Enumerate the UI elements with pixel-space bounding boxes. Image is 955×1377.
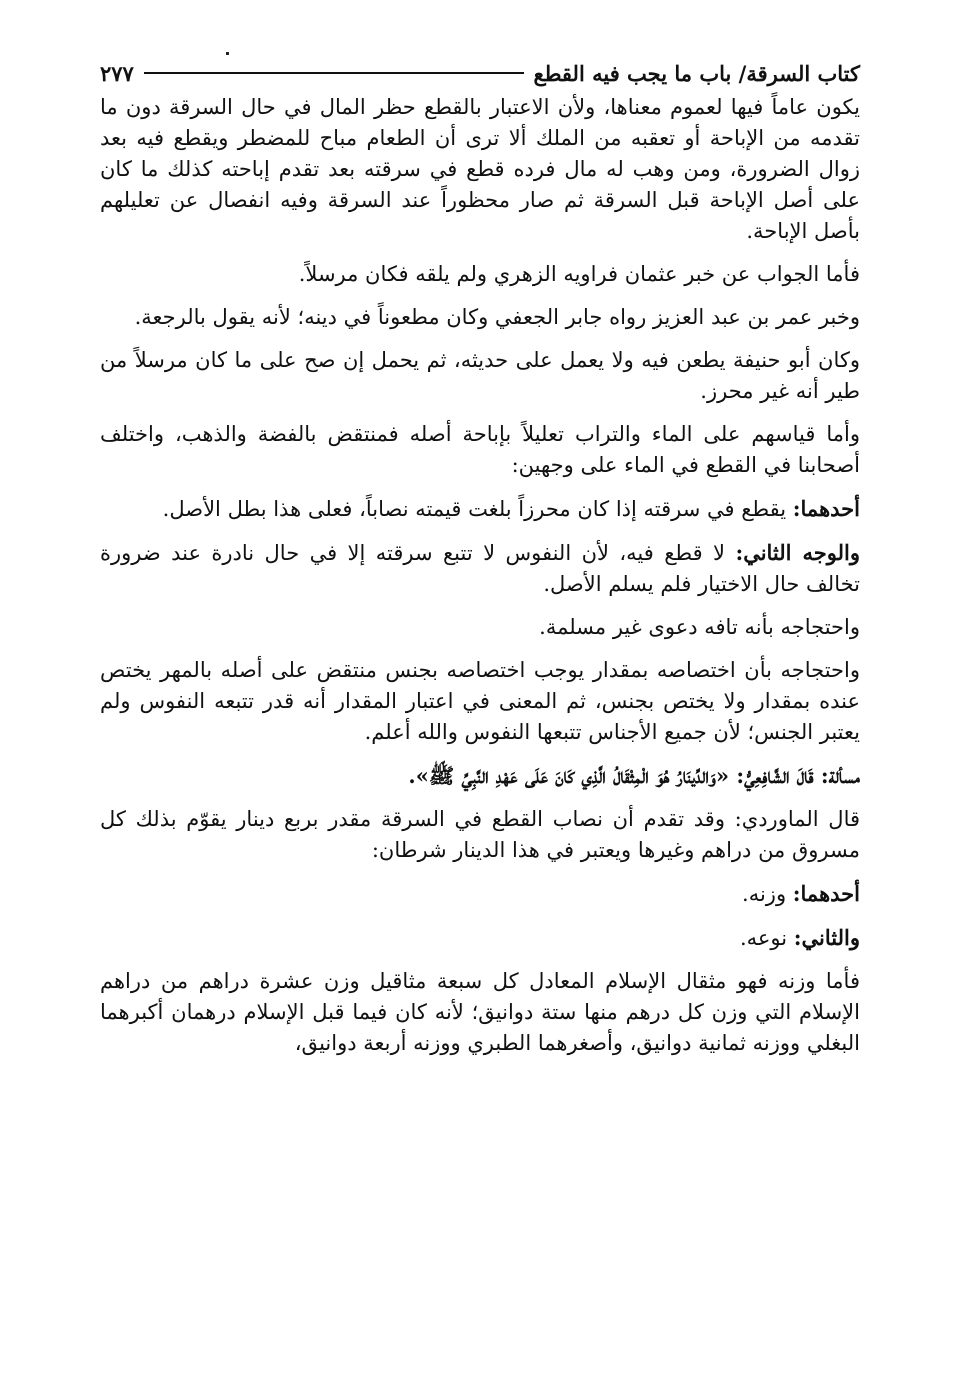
paragraph-lead: والثاني: bbox=[793, 925, 860, 950]
paragraph-5 bbox=[100, 419, 860, 481]
top-mark bbox=[226, 52, 229, 55]
paragraph-text: يقطع في سرقته إذا كان محرزاً بلغت قيمته نصاباً، فعلى هذا بطل الأصل. bbox=[162, 497, 793, 521]
paragraph-text: قال الماوردي: وقد تقدم أن نصاب القطع في السرقة مقدر بربع دينار يقوّم بذلك كل مسروق من دراهم وغيرها ويعتبر في هذا الدينار شرطان: bbox=[100, 807, 860, 862]
page-number: ٢٧٧ bbox=[100, 60, 134, 86]
paragraph-text: وكان أبو حنيفة يطعن فيه ولا يعمل على حديثه، ثم يحمل إن صح على ما كان مرسلاً من طير أنه غير محرز. bbox=[100, 348, 860, 403]
paragraph-text: واحتجاجه بأن اختصاصه بمقدار يوجب اختصاصه بجنس منتقض على أصله بالمهر يختص عنده بمقدار ولا يختص بجنس، ثم المعنى في اعتبار المقدار أنه قدر تتبعه النفوس ولم يعتبر الجنس؛ لأن جميع الأجناس تتبعها النفوس والله أعلم. bbox=[100, 658, 860, 744]
paragraph-10 bbox=[100, 760, 860, 792]
paragraph-7 bbox=[100, 537, 860, 600]
paragraph-14 bbox=[100, 966, 860, 1059]
paragraph-lead: والوجه الثاني: bbox=[735, 540, 861, 565]
paragraph-lead: مسألة: قَالَ الشَّافِعِيُّ: bbox=[736, 763, 860, 788]
paragraph-6 bbox=[100, 493, 860, 525]
running-title: كتاب السرقة/ باب ما يجب فيه القطع bbox=[533, 60, 860, 86]
paragraph-text: وزنه. bbox=[742, 882, 793, 906]
paragraph-text: «وَالدِّينَارُ هُوَ الْمِثْقَالُ الَّذِي كَانَ عَلَى عَهْدِ النَّبِيِّ ﷺ». bbox=[408, 763, 737, 788]
document-page bbox=[100, 56, 860, 1071]
paragraph-lead: أحدهما: bbox=[792, 496, 860, 521]
paragraph-text: واحتجاجه بأنه تافه دعوى غير مسلمة. bbox=[539, 615, 860, 639]
paragraph-text: لا قطع فيه، لأن النفوس لا تتبع سرقته إلا في حال نادرة عند ضرورة تخالف حال الاختيار فلم يسلم الأصل. bbox=[100, 541, 860, 596]
paragraph-9 bbox=[100, 655, 860, 748]
paragraph-text: فأما وزنه فهو مثقال الإسلام المعادل كل سبعة مثاقيل وزن عشرة دراهم من دراهم الإسلام التي وزن كل درهم منها ستة دوانيق؛ لأنه كان فيما قبل الإسلام درهمان أكبرهما البغلي ووزنه ثمانية دوانيق، وأصغرهما الطبري ووزنه أربعة دوانيق، bbox=[100, 969, 860, 1055]
paragraph-11 bbox=[100, 804, 860, 866]
paragraph-lead: أحدهما: bbox=[792, 881, 860, 906]
paragraph-4 bbox=[100, 345, 860, 407]
paragraph-text: وأما قياسهم على الماء والتراب تعليلاً بإباحة أصله فمنتقض بالفضة والذهب، واختلف أصحابنا في القطع في الماء على وجهين: bbox=[100, 422, 860, 477]
paragraph-13 bbox=[100, 922, 860, 954]
paragraph-text: يكون عاماً فيها لعموم معناها، ولأن الاعتبار بالقطع حظر المال في حال السرقة دون ما تقدمه من الإباحة أو تعقبه من الملك ألا ترى أن الطعام مباح للمضطر ويقطع فيه بعد زوال الضرورة، ومن وهب له مال فرده قطع في سرقته بعد تقدم إباحته كذلك ما كان على أصل الإباحة قبل السرقة ثم صار محظوراً عند السرقة وفيه انفصال عن تعليلهم بأصل الإباحة. bbox=[100, 95, 860, 243]
paragraph-text: وخبر عمر بن عبد العزيز رواه جابر الجعفي وكان مطعوناً في دينه؛ لأنه يقول بالرجعة. bbox=[134, 305, 860, 329]
paragraph-text: نوعه. bbox=[739, 926, 794, 950]
paragraph-2 bbox=[100, 259, 860, 290]
paragraph-12 bbox=[100, 878, 860, 910]
paragraph-3 bbox=[100, 302, 860, 333]
header-rule bbox=[144, 72, 524, 74]
paragraph-8 bbox=[100, 612, 860, 643]
paragraph-text: فأما الجواب عن خبر عثمان فراويه الزهري ولم يلقه فكان مرسلاً. bbox=[298, 262, 860, 286]
page-header bbox=[100, 56, 860, 90]
paragraph-1 bbox=[100, 92, 860, 247]
